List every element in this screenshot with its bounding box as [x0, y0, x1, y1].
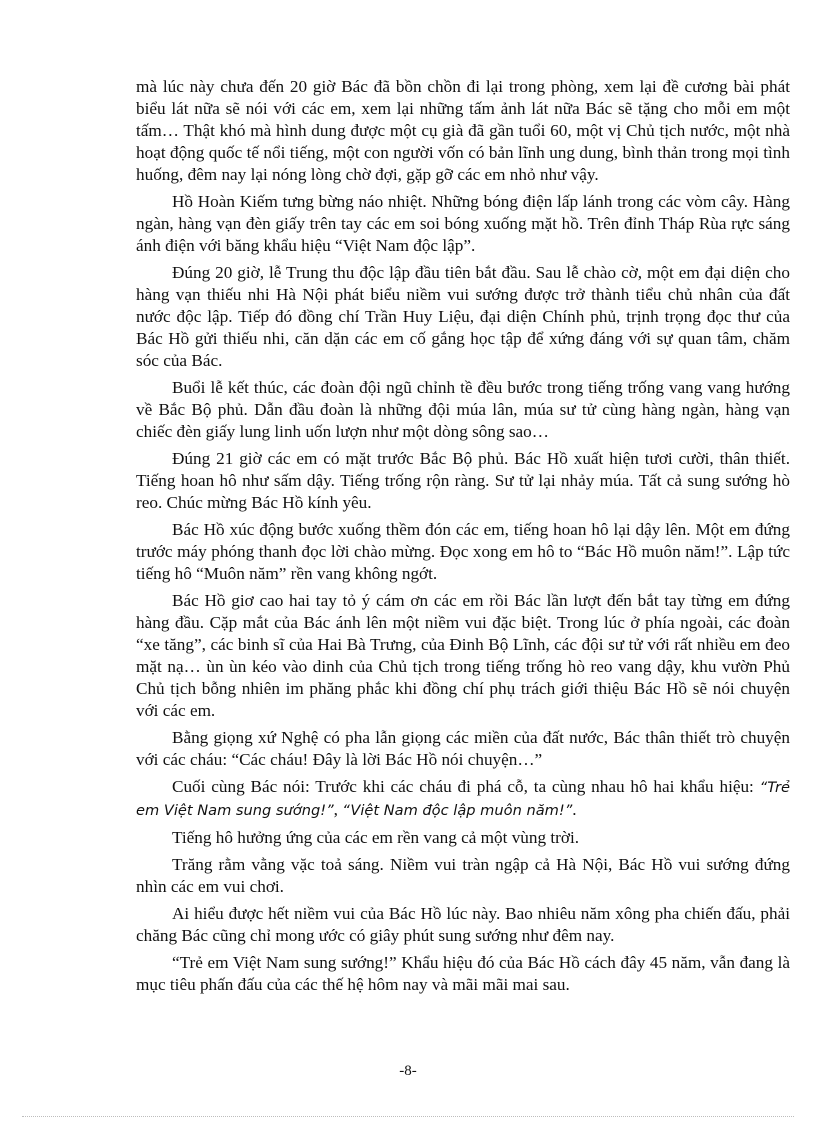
paragraph-echo: Tiếng hô hưởng ứng của các em rền vang cả một vùng trời. — [172, 828, 580, 847]
page-bottom-divider — [22, 1116, 794, 1117]
paragraph-joy: Ai hiểu được hết niềm vui của Bác Hồ lúc này. Bao nhiêu năm xông pha chiến đấu, phải chăng Bác cũng chỉ mong ước có giây phút sung sướng như đêm nay. — [136, 904, 790, 945]
slogan-independence: “Việt Nam độc lập muôn năm!” — [342, 802, 573, 819]
paragraph-handshake: Bác Hồ giơ cao hai tay tỏ ý cám ơn các em rồi Bác lần lượt đến bắt tay từng em đứng hàng đầu. Cặp mắt của Bác ánh lên một niềm vui đặc biệt. Trong lúc ở phía ngoài, các đoàn “xe tăng”, các binh sĩ của Hai Bà Trưng, của Đinh Bộ Lĩnh, các đội sư tử với rất nhiều em đeo mặt nạ… ùn ùn kéo vào dinh của Chủ tịch trong tiếng trống hò reo vang dậy, khu vườn Phủ Chủ tịch bỗng nhiên im phăng phắc khi đồng chí phụ trách giới thiệu Bác Hồ sẽ nói chuyện với các em. — [136, 591, 790, 720]
body-text — [136, 76, 790, 1001]
slogan-end: . — [572, 800, 577, 819]
paragraph-arrival: Đúng 21 giờ các em có mặt trước Bắc Bộ phủ. Bác Hồ xuất hiện tươi cười, thân thiết. Tiếng hoan hô như sấm dậy. Tiếng trống rộn ràng. Sư tử lại nhảy múa. Tất cả sung sướng hò reo. Chúc mừng Bác Hồ kính yêu. — [136, 449, 790, 512]
page-number: -8- — [399, 1063, 417, 1079]
slogan-intro: Cuối cùng Bác nói: Trước khi các cháu đi phá cỗ, ta cùng nhau hô hai khẩu hiệu: — [172, 777, 760, 796]
paragraph-slogans — [136, 776, 790, 822]
paragraph-ceremony-end: Buổi lễ kết thúc, các đoàn đội ngũ chỉnh tề đều bước trong tiếng trống vang vang hướng về Bắc Bộ phủ. Dẫn đầu đoàn là những đội múa lân, múa sư tử cùng hàng ngàn, hàng vạn chiếc đèn giấy lung linh uốn lượn như một dòng sông sao… — [136, 378, 790, 441]
slogan-children: “Trẻ em Việt Nam sung sướng!” — [136, 779, 790, 819]
paragraph-speech: Bằng giọng xứ Nghệ có pha lẫn giọng các miền của đất nước, Bác thân thiết trò chuyện với các cháu: “Các cháu! Đây là lời Bác Hồ nói chuyện…” — [136, 728, 790, 769]
paragraph-conclusion: “Trẻ em Việt Nam sung sướng!” Khẩu hiệu đó của Bác Hồ cách đây 45 năm, vẫn đang là mục tiêu phấn đấu của các thế hệ hôm nay và mãi mãi mai sau. — [136, 953, 790, 994]
slogan-separator: , — [333, 800, 343, 819]
paragraph-ceremony-start: Đúng 20 giờ, lễ Trung thu độc lập đầu tiên bắt đầu. Sau lễ chào cờ, một em đại diện cho hàng vạn thiếu nhi Hà Nội phát biểu niềm vui sướng được trở thành tiểu chủ nhân của đất nước độc lập. Tiếp đó đồng chí Trần Huy Liệu, đại diện Chính phủ, trịnh trọng đọc thư của Bác Hồ gửi thiếu nhi, căn dặn các em cố gắng học tập để xứng đáng với sự quan tâm, chăm sóc của Bác. — [136, 263, 790, 370]
paragraph-moon: Trăng rằm vằng vặc toả sáng. Niềm vui tràn ngập cả Hà Nội, Bác Hồ vui sướng đứng nhìn các em vui chơi. — [136, 855, 790, 896]
paragraph-hoan-kiem: Hồ Hoàn Kiếm tưng bừng náo nhiệt. Những bóng điện lấp lánh trong các vòm cây. Hàng ngàn, hàng vạn đèn giấy trên tay các em soi bóng xuống mặt hồ. Trên đỉnh Tháp Rùa rực sáng ánh điện với băng khẩu hiệu “Việt Nam độc lập”. — [136, 192, 790, 255]
paragraph-continuation: mà lúc này chưa đến 20 giờ Bác đã bồn chồn đi lại trong phòng, xem lại đề cương bài phát biểu lát nữa sẽ nói với các em, xem lại những tấm ảnh lát nữa Bác sẽ tặng cho mỗi em một tấm… Thật khó mà hình dung được một cụ già đã gần tuổi 60, một vị Chủ tịch nước, một nhà hoạt động quốc tế nổi tiếng, một con người vốn có bản lĩnh ung dung, bình thản trong mọi tình huống, đêm nay lại nóng lòng chờ đợi, gặp gỡ các em nhỏ như vậy. — [136, 77, 790, 184]
paragraph-welcome: Bác Hồ xúc động bước xuống thềm đón các em, tiếng hoan hô lại dậy lên. Một em đứng trước máy phóng thanh đọc lời chào mừng. Đọc xong em hô to “Bác Hồ muôn năm!”. Lập tức tiếng hô “Muôn năm” rền vang không ngớt. — [136, 520, 790, 583]
